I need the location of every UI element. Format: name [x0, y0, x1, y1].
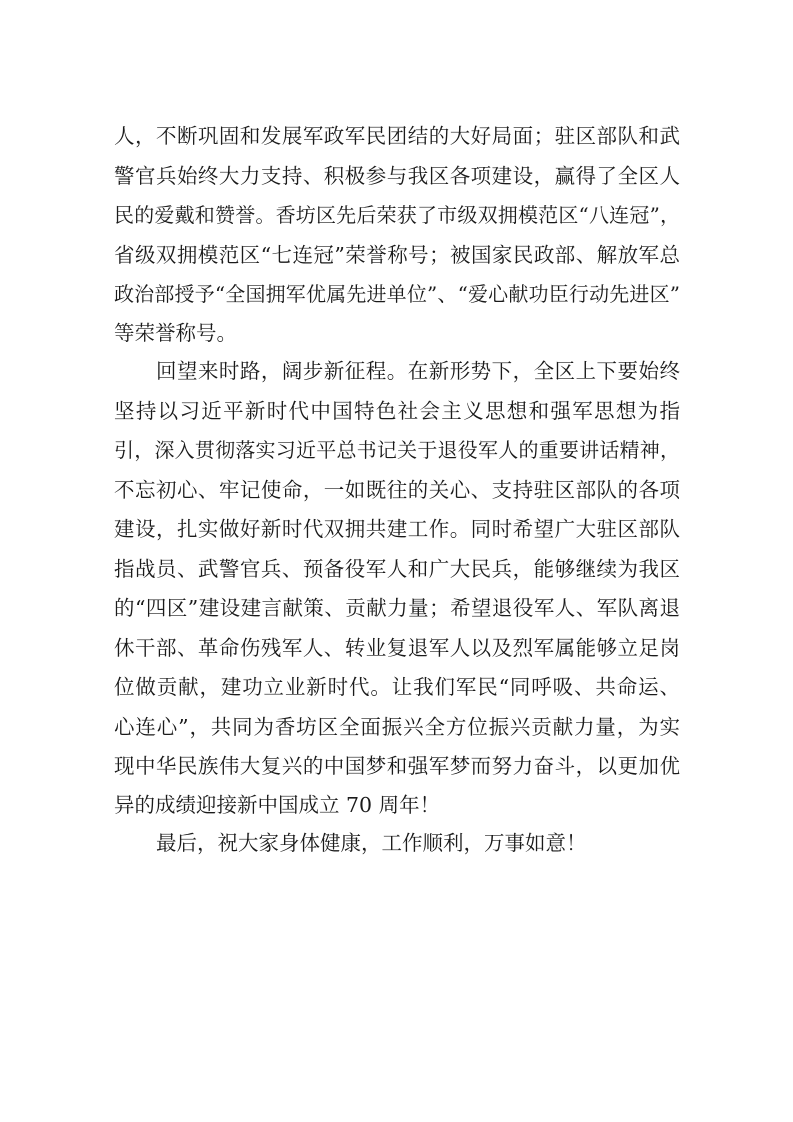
- paragraph-1-line-1: 人，不断巩固和发展军政军民团结的大好局面；驻区部队和武: [114, 124, 680, 148]
- paragraph-1-line-2: 警官兵始终大力支持、积极参与我区各项建设，赢得了全区人: [114, 164, 680, 188]
- paragraph-1-line-6: 等荣誉称号。: [114, 321, 237, 345]
- paragraph-2-line-6: 指战员、武警官兵、预备役军人和广大民兵，能够继续为我区: [114, 557, 680, 581]
- paragraph-2-line-5: 建设，扎实做好新时代双拥共建工作。同时希望广大驻区部队: [114, 517, 680, 541]
- paragraph-2-line-7: 的“四区”建设建言献策、贡献力量；希望退役军人、军队离退: [114, 596, 680, 620]
- paragraph-2-line-3: 引，深入贯彻落实习近平总书记关于退役军人的重要讲话精神，: [114, 438, 680, 462]
- paragraph-2-line-4: 不忘初心、牢记使命，一如既往的关心、支持驻区部队的各项: [114, 478, 680, 502]
- paragraph-2-line-1: 回望来时路，阔步新征程。在新形势下，全区上下要始终: [156, 359, 680, 383]
- paragraph-1-line-4: 省级双拥模范区“七连冠”荣誉称号；被国家民政部、解放军总: [114, 243, 680, 267]
- paragraph-3-line-1: 最后，祝大家身体健康，工作顺利，万事如意！: [156, 831, 587, 855]
- paragraph-2-line-12: 异的成绩迎接新中国成立 70 周年！: [114, 793, 441, 817]
- paragraph-2-line-2: 坚持以习近平新时代中国特色社会主义思想和强军思想为指: [114, 399, 680, 423]
- paragraph-2-line-11: 现中华民族伟大复兴的中国梦和强军梦而努力奋斗，以更加优: [114, 754, 680, 778]
- paragraph-2-line-9: 位做贡献，建功立业新时代。让我们军民“同呼吸、共命运、: [114, 675, 680, 699]
- paragraph-1-line-3: 民的爱戴和赞誉。香坊区先后荣获了市级双拥模范区“八连冠”，: [114, 203, 680, 227]
- paragraph-2-line-10: 心连心”，共同为香坊区全面振兴全方位振兴贡献力量，为实: [114, 715, 680, 739]
- paragraph-2-line-8: 休干部、革命伤残军人、转业复退军人以及烈军属能够立足岗: [114, 636, 680, 660]
- paragraph-1-line-5: 政治部授予“全国拥军优属先进单位”、“爱心献功臣行动先进区”: [114, 282, 680, 306]
